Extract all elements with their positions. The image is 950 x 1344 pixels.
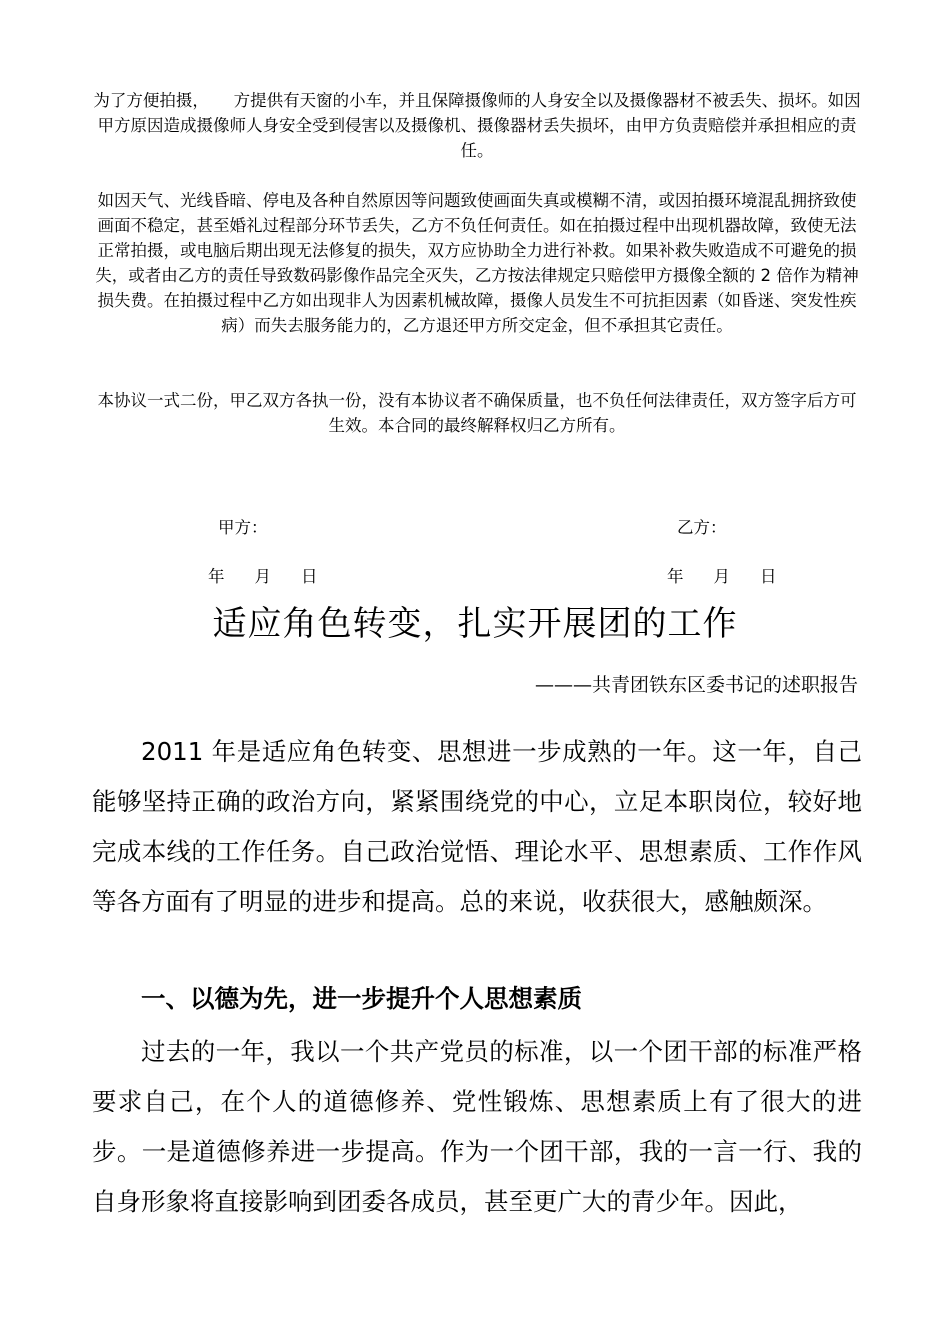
report-paragraph-section-1: 过去的一年，我以一个共产党员的标准，以一个团干部的标准严格要求自己，在个人的道德修养、党性锻炼、思想素质上有了很大的进步。一是道德修养进一步提高。作为一个团干部，我的一言一行、我的自身形象将直接影响到团委各成员，甚至更广大的青少年。因此， — [92, 1037, 862, 1216]
date-day-label: 日 — [301, 567, 318, 586]
date-year-label: 年 — [667, 567, 684, 586]
date-month-label: 月 — [713, 567, 730, 586]
party-b-signature-label: 乙方： — [677, 518, 727, 537]
date-month-label: 月 — [254, 567, 271, 586]
report-section-heading: 一、以德为先，进一步提升个人思想素质 — [141, 984, 582, 1013]
report-title: 适应角色转变，扎实开展团的工作 — [212, 604, 738, 644]
date-year-label: 年 — [208, 567, 225, 586]
date-day-label: 日 — [760, 567, 777, 586]
party-b-date-line — [667, 563, 777, 587]
party-a-signature-label: 甲方： — [218, 518, 268, 537]
report-subtitle: ———共青团铁东区委书记的述职报告 — [534, 674, 858, 696]
report-paragraph-intro: 2011 年是适应角色转变、思想进一步成熟的一年。这一年，自己能够坚持正确的政治方向，紧紧围绕党的中心，立足本职岗位，较好地完成本线的工作任务。自己政治觉悟、理论水平、思想素质、工作作风等各方面有了明显的进步和提高。总的来说，收获很大，感触颇深。 — [92, 737, 862, 916]
party-a-date-line — [208, 563, 318, 587]
contract-clause-copies: 本协议一式二份，甲乙双方各执一份，没有本协议者不确保质量，也不负任何法律责任，双方签字后方可生效。本合同的最终解释权归乙方所有。 — [97, 391, 857, 435]
contract-clause-liability: 如因天气、光线昏暗、停电及各种自然原因等问题致使画面失真或模糊不清，或因拍摄环境混乱拥挤致使画面不稳定，甚至婚礼过程部分环节丢失，乙方不负任何责任。如在拍摄过程中出现机器故障，致使无法正常拍摄，或电脑后期出现无法修复的损失，双方应协助全力进行补救。如果补救失败造成不可避免的损失，或者由乙方的责任导致数码影像作品完全灭失，乙方按法律规定只赔偿甲方摄像全额的 2 倍作为精神损失费。在拍摄过程中乙方如出现非人为因素机械故障，摄像人员发生不可抗拒因素（如昏迷、突发性疾病）而失去服务能力的，乙方退还甲方所交定金，但不承担其它责任。 — [95, 191, 859, 335]
contract-clause-vehicle-safety: 为了方便拍摄， 方提供有天窗的小车，并且保障摄像师的人身安全以及摄像器材不被丢失、损坏。如因甲方原因造成摄像师人身安全受到侵害以及摄像机、摄像器材丢失损坏，由甲方负责赔偿并承担相应的责任。 — [93, 91, 861, 160]
